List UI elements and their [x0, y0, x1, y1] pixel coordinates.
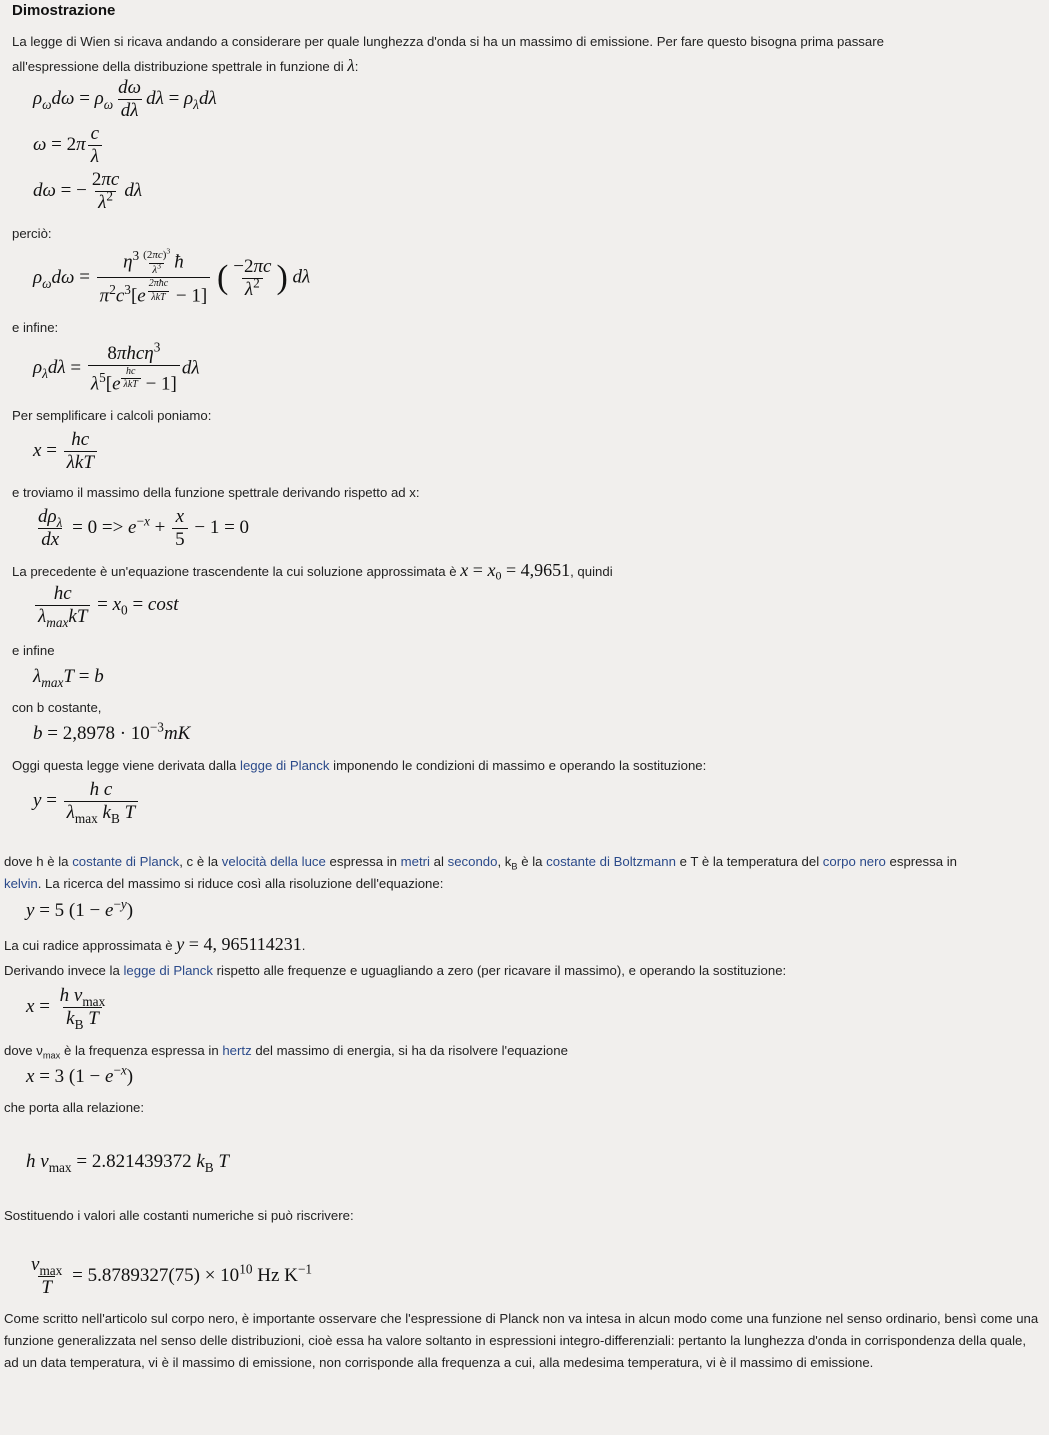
equation-d-omega: dω = − $\frac{2\pi c}{\lambda^2}$ dλ: [33, 169, 143, 213]
equation-derivative: $\frac{d\rho_\lambda}{dx}$ = $0 => e^{-x}$ + $\frac{x}{5}$ − 1 = 0: [38, 506, 250, 550]
text-troviamo: e troviamo il massimo della funzione spettrale derivando rispetto ad x:: [12, 485, 420, 500]
final-paragraph: Come scritto nell'articolo sul corpo nero, è importante osservare che l'espressione di Planck non va intesa in alcun modo come una funzione nel senso ordinario, bensì come una funzione generalizzata nel senso delle distribuzioni, cioè essa ha valore soltanto in espressioni integro-differenziali: pertanto la lunghezza d'onda in corrispondenza della quale, ad un data temperatura, vi è il massimo di emissione, non corrisponde alla frequenza a cui, alla medesima temperatura, vi è il massimo di emissione.: [4, 1311, 1039, 1370]
link-costante-di-planck[interactable]: costante di Planck: [72, 854, 180, 869]
text-semplificare: Per semplificare i calcoli poniamo:: [12, 408, 212, 423]
equation-nu-over-t: $\frac{\nu_{max}}{T}$ = $5.8789327(75) \times 10^{10}$ Hz $K^{-1}$: [31, 1254, 313, 1298]
link-hertz[interactable]: hertz: [222, 1043, 252, 1058]
intro-line-2: all'espressione della distribuzione spettrale in funzione di λ:: [12, 56, 359, 75]
text-percio: perciò:: [12, 226, 52, 241]
equation-rho-lambda: $\rho_\lambda d\lambda$ = 8πhcη$^3$ $\lambda^5[e$ $^{\frac{hc}{\text{λkT}}}$ − 1] dλ: [33, 339, 200, 395]
text-e-infine-2: e infine: [12, 643, 55, 658]
equation-x-solve: x = 3 $(1 - e^{-x})$: [26, 1062, 134, 1087]
link-legge-di-planck-2[interactable]: legge di Planck: [123, 963, 213, 978]
equation-y-solve: y = 5 $(1 - e^{-y})$: [26, 896, 134, 921]
text-precedente: La precedente è un'equazione trascendente la cui soluzione approssimata è $x = x_0 = 4,9651$, quindi: [12, 560, 613, 583]
text-dove-h-line-1: dove h è la costante di Planck, c è la velocità della luce espressa in metri al secondo, $k_B$ è la costante di Boltzmann e T è la temperatura del corpo nero espressa in: [4, 854, 957, 872]
intro-line-1: La legge di Wien si ricava andando a considerare per quale lunghezza d'onda si ha un massimo di emissione. Per fare questo bisogna prima passare: [12, 34, 884, 49]
text-oggi: Oggi questa legge viene derivata dalla legge di Planck imponendo le condizioni di massimo e operando la sostituzione:: [12, 758, 707, 773]
link-costante-di-boltzmann[interactable]: costante di Boltzmann: [546, 854, 676, 869]
text-dove-nu: dove $\nu_{max}$ è la frequenza espressa in hertz del massimo di energia, si ha da risolvere l'equazione: [4, 1043, 568, 1061]
text-radice: La cui radice approssimata è y = 4, 965114231.: [4, 934, 306, 954]
link-kelvin[interactable]: kelvin: [4, 876, 38, 891]
link-velocita-della-luce[interactable]: velocità della luce: [221, 854, 326, 869]
equation-h-nu-max: h $\nu_{max} = 2.821439372$ $k_B$ T: [26, 1151, 229, 1175]
section-heading: Dimostrazione: [12, 2, 116, 19]
equation-rho-omega: $\rho_\omega d\omega = \rho_\omega$ $\frac{d\omega}{d\lambda}$ $d\lambda = \rho_\lambda d\lambda$: [33, 77, 217, 121]
equation-x0-cost: $\frac{hc}{\lambda_{max}kT}$ = $x_0 = \cos t$: [33, 584, 179, 627]
link-metri[interactable]: metri: [400, 854, 430, 869]
equation-y-def: y = $\frac{\text{h c}}{\lambda_{max} k_B T}$: [33, 780, 140, 823]
equation-omega: ω = 2π $\frac{c}{\lambda}$: [33, 124, 104, 167]
equation-rho-omega-expanded: $\rho_\omega d\omega$ = $\eta^3$ $\frac{(2\pi c)^3}{\lambda^3}$ ħ $\pi^2c^3[e$ $^{\frac{\text{2πħc}}{\text{λkT}}}$ − 1] ( $\frac{-2\pi c}{\lambda^2}$ ) dλ: [33, 246, 311, 307]
text-con-b: con b costante,: [12, 700, 102, 715]
equation-b-value: $b = 2,8978 \cdot 10^{-3}mK$: [33, 719, 191, 744]
link-legge-di-planck[interactable]: legge di Planck: [240, 758, 330, 773]
text-e-infine-1: e infine:: [12, 320, 59, 335]
text-derivando: Derivando invece la legge di Planck rispetto alle frequenze e uguagliando a zero (per ricavare il massimo), e operando la sostituzione:: [4, 963, 787, 978]
link-secondo[interactable]: secondo: [447, 854, 498, 869]
equation-wien-law: $\lambda_{max}T = b$: [33, 666, 104, 690]
equation-x-nu-def: x = $\frac{h \nu_{max}}{k_B T}$: [26, 985, 106, 1032]
equation-x-def: x = $\frac{hc}{\text{λkT}}$: [33, 430, 99, 473]
link-corpo-nero[interactable]: corpo nero: [822, 854, 886, 869]
text-sostituendo: Sostituendo i valori alle costanti numeriche si può riscrivere:: [4, 1208, 354, 1223]
text-dove-h-line-2: kelvin. La ricerca del massimo si riduce così alla risoluzione dell'equazione:: [4, 876, 444, 891]
text-porta: che porta alla relazione:: [4, 1100, 145, 1115]
